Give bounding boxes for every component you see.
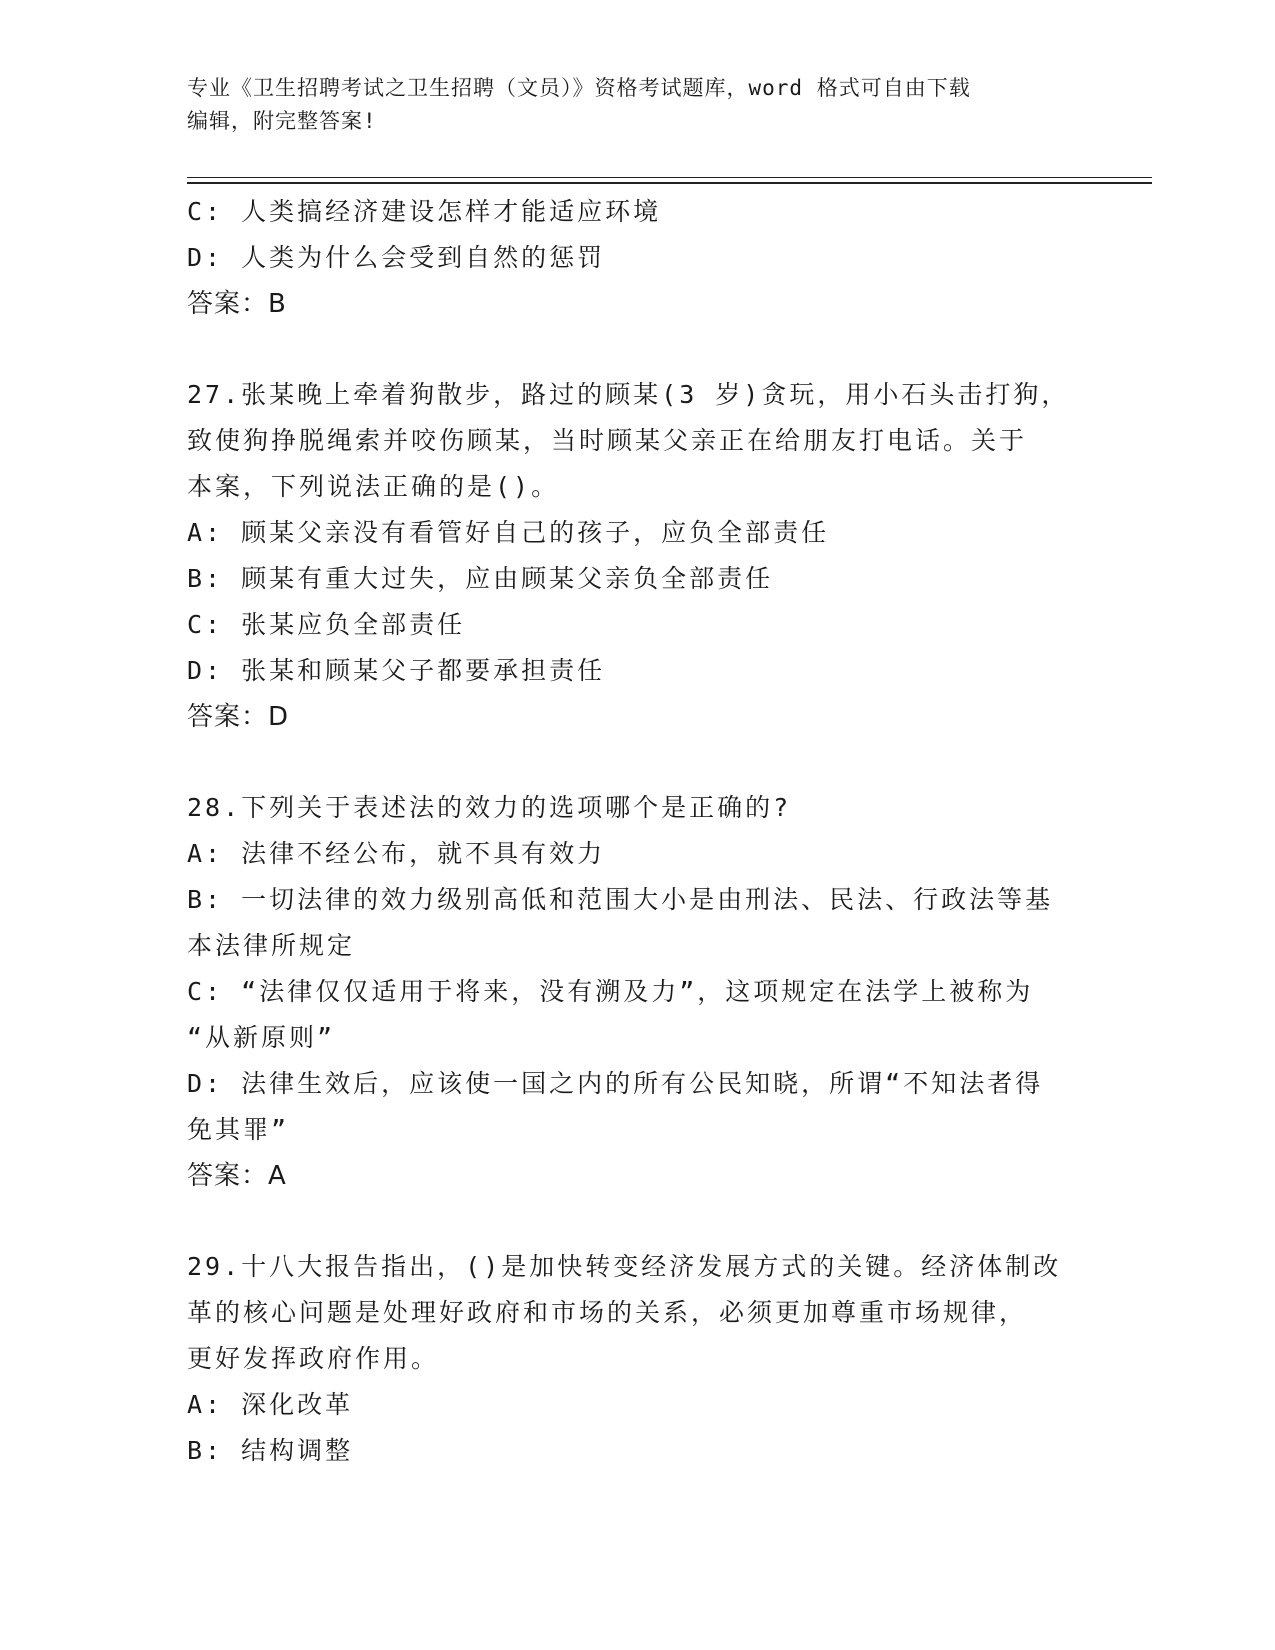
question-block [187, 785, 1087, 1199]
question-stem-line: 本案，下列说法正确的是()。 [187, 472, 560, 501]
question-stem-line: 革的核心问题是处理好政府和市场的关系，必须更加尊重市场规律， [187, 1298, 1028, 1327]
option-line: 本法律所规定 [187, 931, 356, 960]
question-stem-line: 28.下列关于表述法的效力的选项哪个是正确的? [187, 793, 792, 822]
question-gap [187, 327, 1087, 372]
question-gap [187, 740, 1087, 785]
option-line: D: 张某和顾某父子都要承担责任 [187, 656, 606, 685]
answer-line: 答案：B [187, 289, 287, 319]
question-block [187, 372, 1087, 740]
option-line: C: 张某应负全部责任 [187, 610, 466, 639]
option-line: C: “法律仅仅适用于将来，没有溯及力”，这项规定在法学上被称为 [187, 977, 1034, 1006]
question-list [187, 327, 1087, 1474]
option-line: A: 法律不经公布，就不具有效力 [187, 839, 606, 868]
option-line: D: 法律生效后，应该使一国之内的所有公民知晓，所谓“不知法者得 [187, 1069, 1044, 1098]
option-line: A: 深化改革 [187, 1390, 354, 1419]
answer-line: 答案：D [187, 702, 290, 732]
option-line: 免其罪” [187, 1115, 290, 1144]
question-block [187, 1244, 1087, 1474]
option-c: C: 人类搞经济建设怎样才能适应环境 [187, 197, 662, 226]
option-line: B: 顾某有重大过失，应由顾某父亲负全部责任 [187, 564, 774, 593]
document-header [187, 72, 1087, 138]
option-line: “从新原则” [187, 1023, 336, 1052]
header-line-2: 编辑，附完整答案! [187, 109, 377, 133]
header-line-1: 专业《卫生招聘考试之卫生招聘（文员）》资格考试题库，word 格式可自由下载 [187, 76, 971, 100]
option-line: B: 一切法律的效力级别高低和范围大小是由刑法、民法、行政法等基 [187, 885, 1054, 914]
header-divider-thin [187, 177, 1152, 178]
option-d: D: 人类为什么会受到自然的惩罚 [187, 243, 606, 272]
question-content [187, 189, 1087, 1474]
question-stem-line: 更好发挥政府作用。 [187, 1344, 440, 1373]
question-stem-line: 29.十八大报告指出，()是加快转变经济发展方式的关键。经济体制改 [187, 1252, 1062, 1281]
question-stem-line: 27.张某晚上牵着狗散步，路过的顾某(3 岁)贪玩，用小石头击打狗， [187, 380, 1070, 409]
answer-line: 答案：A [187, 1161, 287, 1191]
option-line: A: 顾某父亲没有看管好自己的孩子，应负全部责任 [187, 518, 830, 547]
question-stem-line: 致使狗挣脱绳索并咬伤顾某，当时顾某父亲正在给朋友打电话。关于 [187, 426, 1028, 455]
question-gap [187, 1199, 1087, 1244]
option-line: B: 结构调整 [187, 1436, 354, 1465]
header-divider-thick [187, 182, 1152, 184]
